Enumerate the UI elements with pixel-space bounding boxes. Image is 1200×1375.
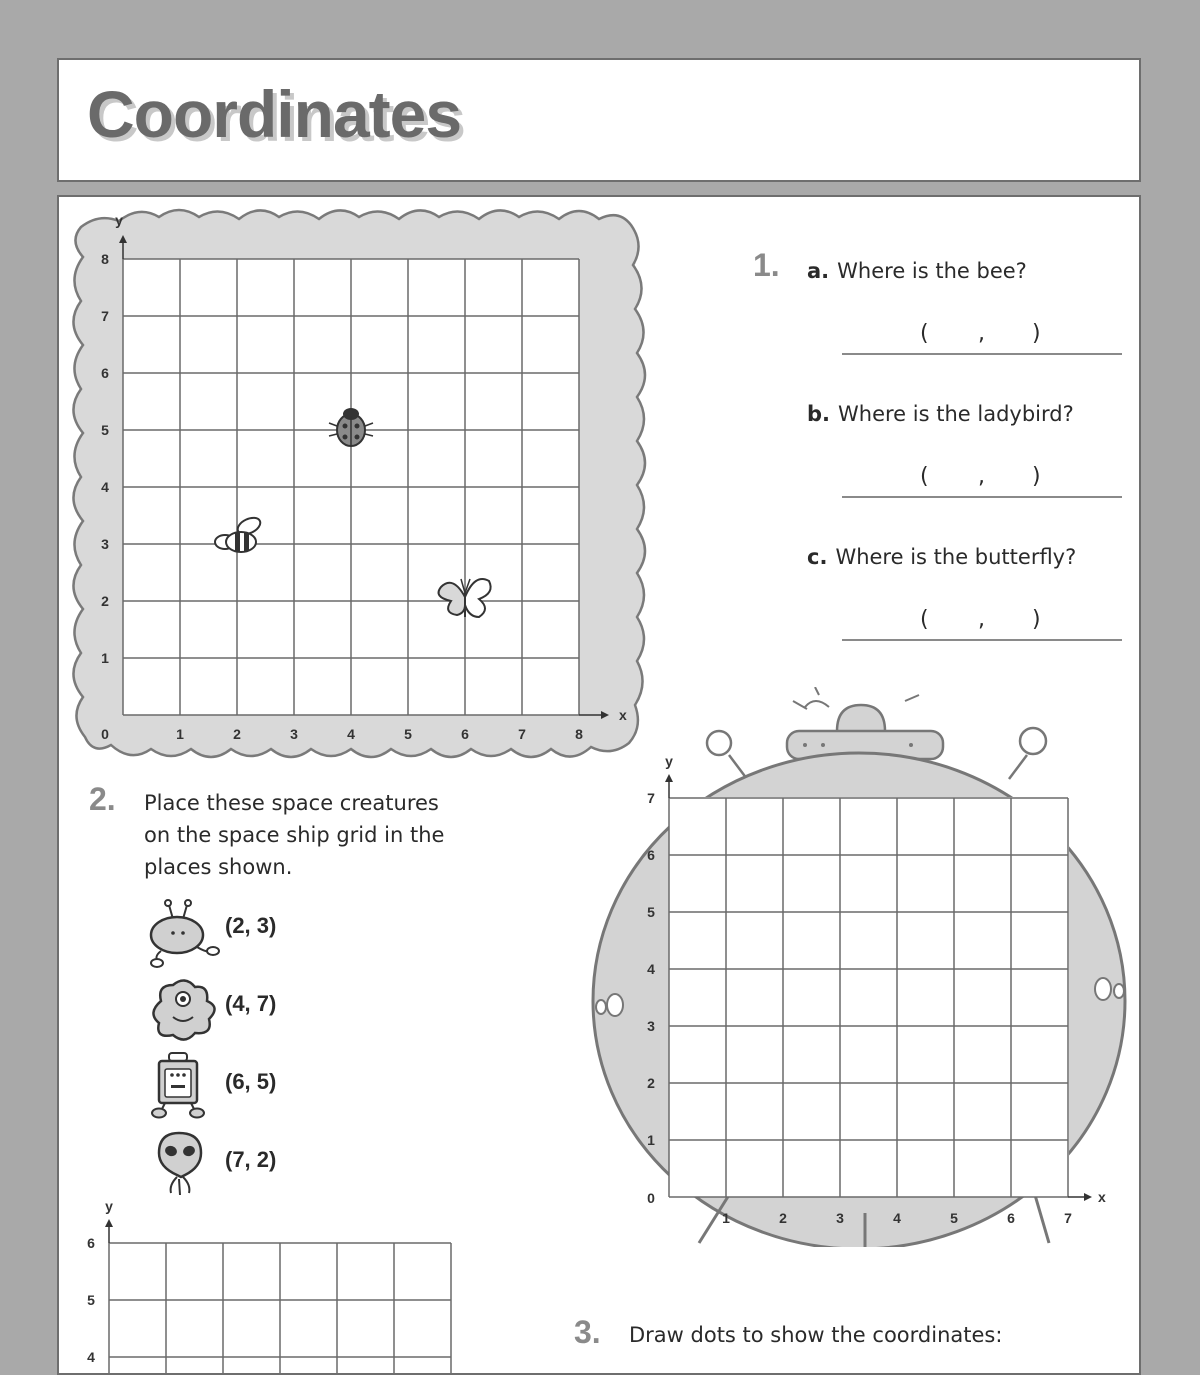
ladybird-spot xyxy=(355,424,360,429)
creature-row-3 xyxy=(147,1051,447,1121)
grid1-y-tick-label: 3 xyxy=(101,536,109,552)
grid2-y-tick-label: 2 xyxy=(647,1075,655,1091)
creature-3-coord: (6, 5) xyxy=(225,1069,277,1094)
grid1-y-tick-label: 8 xyxy=(101,251,109,267)
q1b-question xyxy=(807,398,1074,430)
q1-number: 1. xyxy=(753,247,780,283)
grid1-x-tick-label: 5 xyxy=(404,726,412,742)
q1b-text: Where is the ladybird? xyxy=(838,402,1074,426)
grid1-x-tick-label: 3 xyxy=(290,726,298,742)
grid2-y-tick-label: 6 xyxy=(647,847,655,863)
grid1-y-axis-label: y xyxy=(115,212,123,228)
grid2-x-tick-label: 2 xyxy=(779,1210,787,1226)
page-title: Coordinates xyxy=(87,77,462,151)
grid2-y-axis-label: y xyxy=(665,753,673,769)
q1c-text: Where is the butterfly? xyxy=(835,545,1077,569)
creature-row-1 xyxy=(147,895,447,965)
worksheet-panel xyxy=(57,195,1141,1375)
grid2-x-tick-label: 3 xyxy=(836,1210,844,1226)
bee-stripe xyxy=(235,533,240,551)
grid2-x-tick-label: 5 xyxy=(950,1210,958,1226)
q1b-close: ) xyxy=(1032,464,1041,489)
grid2-x-axis-label: x xyxy=(1098,1189,1106,1205)
creature-row-2 xyxy=(147,973,447,1043)
grid1-x-tick-label: 6 xyxy=(461,726,469,742)
q1a-question xyxy=(807,255,1027,287)
creature-2-coord: (4, 7) xyxy=(225,991,277,1016)
grid2-x-tick-label: 1 xyxy=(722,1210,730,1226)
grid2-y-tick-label: 7 xyxy=(647,790,655,806)
q2-line-3: places shown. xyxy=(144,855,293,879)
grid2-x-tick-label: 6 xyxy=(1007,1210,1015,1226)
grid1-x-tick-label: 8 xyxy=(575,726,583,742)
grid2-y-tick-label: 3 xyxy=(647,1018,655,1034)
grid1-y-tick-label: 5 xyxy=(101,422,109,438)
bottom-grid xyxy=(59,1187,479,1375)
grid1-y-tick-label: 6 xyxy=(101,365,109,381)
grid3-y-axis-label: y xyxy=(105,1198,113,1214)
grid2-x-tick-label: 4 xyxy=(893,1210,901,1226)
grid3-y-tick-label: 6 xyxy=(87,1235,95,1251)
grid2-x-tick-label: 0 xyxy=(647,1190,655,1206)
q2-line-1: Place these space creatures xyxy=(144,791,439,815)
grid3-lines xyxy=(105,1219,451,1375)
ladybird-spot xyxy=(343,435,348,440)
grid3-y-tick-label: 4 xyxy=(87,1349,95,1365)
q2-instructions xyxy=(144,787,444,883)
grid1-x-tick-label: 1 xyxy=(176,726,184,742)
grid3-y-arrowhead xyxy=(105,1219,113,1227)
q1c-question xyxy=(807,541,1076,573)
round-alien-icon xyxy=(147,895,223,971)
grid1-y-tick-label: 4 xyxy=(101,479,109,495)
q1c-answer-field[interactable] xyxy=(842,605,1122,641)
q1b-open: ( xyxy=(920,464,929,489)
q1a-open: ( xyxy=(920,321,929,346)
q3-number: 3. xyxy=(574,1314,601,1350)
ladybird-spot xyxy=(343,424,348,429)
grid1-x-tick-label: 0 xyxy=(101,726,109,742)
q2-number: 2. xyxy=(89,781,116,817)
q1c-open: ( xyxy=(920,607,929,632)
title-box xyxy=(57,58,1141,182)
q1a-letter: a. xyxy=(807,259,830,283)
grid1-y-tick-label: 7 xyxy=(101,308,109,324)
grid2-y-arrowhead xyxy=(665,774,673,782)
q1c-letter: c. xyxy=(807,545,828,569)
grid3-y-tick-label: 5 xyxy=(87,1292,95,1308)
bee-body xyxy=(226,532,256,552)
q1b-letter: b. xyxy=(807,402,831,426)
garden-grid xyxy=(59,197,659,777)
grid1-x-tick-label: 7 xyxy=(518,726,526,742)
q1a-comma: , xyxy=(978,321,985,346)
grid2-y-tick-label: 5 xyxy=(647,904,655,920)
one-eyed-blob-icon xyxy=(147,973,223,1049)
grid1-x-tick-label: 4 xyxy=(347,726,355,742)
q1b-answer-field[interactable] xyxy=(842,462,1122,498)
grid2-x-arrowhead xyxy=(1084,1193,1092,1201)
grid1-y-tick-label: 1 xyxy=(101,650,109,666)
q1a-close: ) xyxy=(1032,321,1041,346)
q1c-close: ) xyxy=(1032,607,1041,632)
creature-4-coord: (7, 2) xyxy=(225,1147,277,1172)
q2-line-2: on the space ship grid in the xyxy=(144,823,445,847)
q1a-answer-field[interactable] xyxy=(842,319,1122,355)
grid2-x-tick-label: 7 xyxy=(1064,1210,1072,1226)
spaceship-grid xyxy=(579,687,1139,1247)
grid1-x-axis-label: x xyxy=(619,707,627,723)
ladybird-spot xyxy=(355,435,360,440)
creature-1-coord: (2, 3) xyxy=(225,913,277,938)
q1c-comma: , xyxy=(978,607,985,632)
grid2-y-tick-label: 1 xyxy=(647,1132,655,1148)
bee-stripe xyxy=(244,533,249,551)
grid2-y-tick-label: 4 xyxy=(647,961,655,977)
grid1-x-tick-label: 2 xyxy=(233,726,241,742)
robot-icon xyxy=(147,1051,223,1127)
grid1-y-tick-label: 2 xyxy=(101,593,109,609)
q1b-comma: , xyxy=(978,464,985,489)
q3-text: Draw dots to show the coordinates: xyxy=(629,1323,1003,1347)
q1a-text: Where is the bee? xyxy=(837,259,1027,283)
